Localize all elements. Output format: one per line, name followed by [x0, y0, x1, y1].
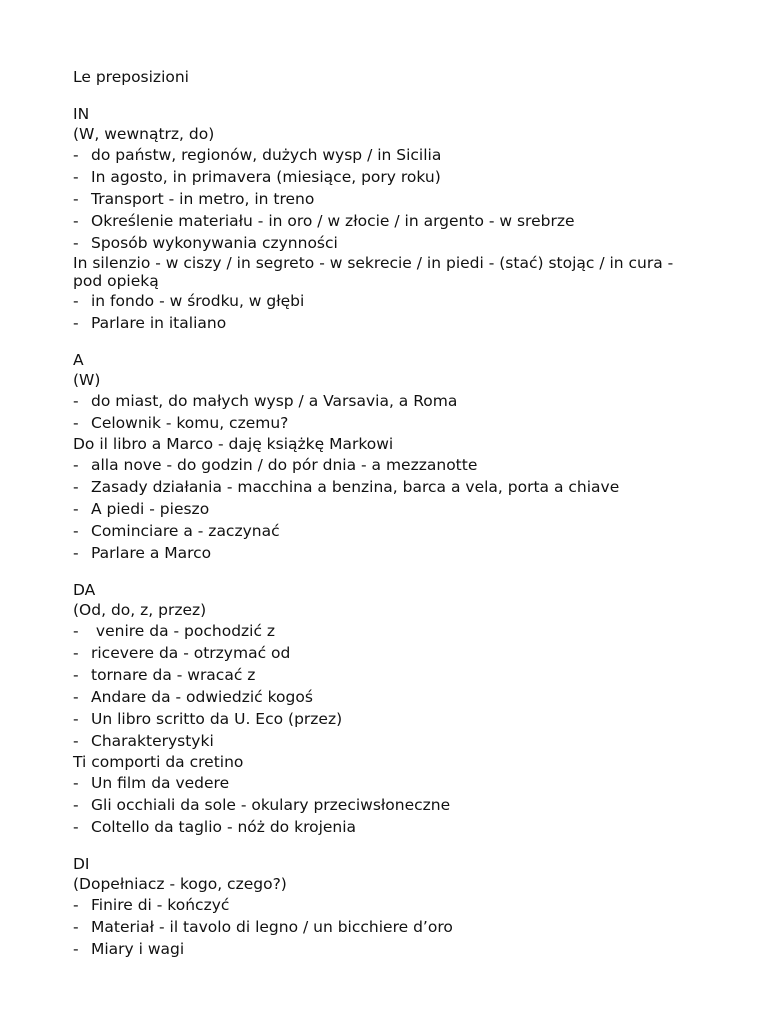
sections-container	[73, 104, 703, 960]
dash-bullet-icon: -	[73, 414, 79, 432]
list-item-text: Zasady działania - macchina a benzina, barca a vela, porta a chiave	[91, 478, 620, 496]
section-di	[73, 854, 703, 960]
list-item	[73, 232, 703, 254]
document-title: Le preposizioni	[73, 68, 189, 86]
list-item	[73, 498, 703, 520]
list-item	[73, 210, 703, 232]
list-item-text: venire da - pochodzić z	[91, 622, 276, 640]
dash-bullet-icon: -	[73, 666, 79, 684]
dash-bullet-icon: -	[73, 392, 79, 410]
list-item-text: Charakterystyki	[91, 732, 214, 750]
list-item	[73, 730, 703, 752]
dash-bullet-icon: -	[73, 710, 79, 728]
list-item-text: Celownik - komu, czemu?	[91, 414, 289, 432]
list-item-text: Miary i wagi	[91, 940, 185, 958]
section-subheading: (Dopełniacz - kogo, czego?)	[73, 875, 287, 893]
section-subheading: (Od, do, z, przez)	[73, 601, 207, 619]
list-item-text: Parlare a Marco	[91, 544, 212, 562]
list-item-text: ricevere da - otrzymać od	[91, 644, 291, 662]
dash-bullet-icon: -	[73, 940, 79, 958]
section-heading: DA	[73, 581, 96, 599]
list-item	[73, 664, 703, 686]
list-item-text: Sposób wykonywania czynności	[91, 234, 338, 252]
list-item	[73, 454, 703, 476]
dash-bullet-icon: -	[73, 456, 79, 474]
dash-bullet-icon: -	[73, 212, 79, 230]
list-item	[73, 412, 703, 434]
list-item	[73, 916, 703, 938]
dash-bullet-icon: -	[73, 314, 79, 332]
dash-bullet-icon: -	[73, 234, 79, 252]
list-item	[73, 894, 703, 916]
list-item	[73, 520, 703, 542]
section-heading: IN	[73, 105, 90, 123]
text-line: Ti comporti da cretino	[73, 753, 244, 771]
dash-bullet-icon: -	[73, 522, 79, 540]
dash-bullet-icon: -	[73, 918, 79, 936]
list-item	[73, 166, 703, 188]
section-subheading: (W)	[73, 371, 101, 389]
list-item-text: do miast, do małych wysp / a Varsavia, a Roma	[91, 392, 458, 410]
list-item-text: Parlare in italiano	[91, 314, 227, 332]
list-item	[73, 144, 703, 166]
list-item	[73, 390, 703, 412]
dash-bullet-icon: -	[73, 818, 79, 836]
list-item-text: Określenie materiału - in oro / w złocie / in argento - w srebrze	[91, 212, 575, 230]
dash-bullet-icon: -	[73, 478, 79, 496]
list-item-text: Un film da vedere	[91, 774, 230, 792]
list-item-text: Gli occhiali da sole - okulary przeciwsłoneczne	[91, 796, 451, 814]
list-item	[73, 620, 703, 642]
dash-bullet-icon: -	[73, 896, 79, 914]
list-item-text: In agosto, in primavera (miesiące, pory roku)	[91, 168, 441, 186]
document-page	[73, 67, 703, 976]
text-line: Do il libro a Marco - daję książkę Markowi	[73, 435, 394, 453]
list-item-text: A piedi - pieszo	[91, 500, 210, 518]
list-item	[73, 312, 703, 334]
dash-bullet-icon: -	[73, 544, 79, 562]
list-item	[73, 708, 703, 730]
section-a	[73, 350, 703, 564]
list-item	[73, 938, 703, 960]
dash-bullet-icon: -	[73, 500, 79, 518]
list-item	[73, 794, 703, 816]
list-item	[73, 290, 703, 312]
dash-bullet-icon: -	[73, 732, 79, 750]
section-heading: A	[73, 351, 84, 369]
list-item	[73, 772, 703, 794]
section-subheading: (W, wewnątrz, do)	[73, 125, 215, 143]
dash-bullet-icon: -	[73, 688, 79, 706]
text-line: In silenzio - w ciszy / in segreto - w sekrecie / in piedi - (stać) stojąc / in cura - pod opieką	[73, 254, 674, 290]
list-item	[73, 188, 703, 210]
dash-bullet-icon: -	[73, 146, 79, 164]
section-da	[73, 580, 703, 838]
dash-bullet-icon: -	[73, 190, 79, 208]
list-item-text: tornare da - wracać z	[91, 666, 256, 684]
list-item	[73, 476, 703, 498]
dash-bullet-icon: -	[73, 622, 79, 640]
list-item	[73, 642, 703, 664]
list-item-text: in fondo - w środku, w głębi	[91, 292, 305, 310]
list-item-text: alla nove - do godzin / do pór dnia - a mezzanotte	[91, 456, 478, 474]
dash-bullet-icon: -	[73, 774, 79, 792]
list-item-text: Un libro scritto da U. Eco (przez)	[91, 710, 343, 728]
dash-bullet-icon: -	[73, 292, 79, 310]
list-item	[73, 542, 703, 564]
list-item-text: Finire di - kończyć	[91, 896, 230, 914]
section-in	[73, 104, 703, 334]
list-item-text: Coltello da taglio - nóż do krojenia	[91, 818, 357, 836]
dash-bullet-icon: -	[73, 796, 79, 814]
list-item-text: Cominciare a - zaczynać	[91, 522, 280, 540]
dash-bullet-icon: -	[73, 644, 79, 662]
dash-bullet-icon: -	[73, 168, 79, 186]
list-item-text: Andare da - odwiedzić kogoś	[91, 688, 313, 706]
section-heading: DI	[73, 855, 90, 873]
list-item-text: Transport - in metro, in treno	[91, 190, 315, 208]
list-item	[73, 816, 703, 838]
list-item-text: do państw, regionów, dużych wysp / in Sicilia	[91, 146, 442, 164]
list-item-text: Materiał - il tavolo di legno / un bicchiere d’oro	[91, 918, 453, 936]
list-item	[73, 686, 703, 708]
